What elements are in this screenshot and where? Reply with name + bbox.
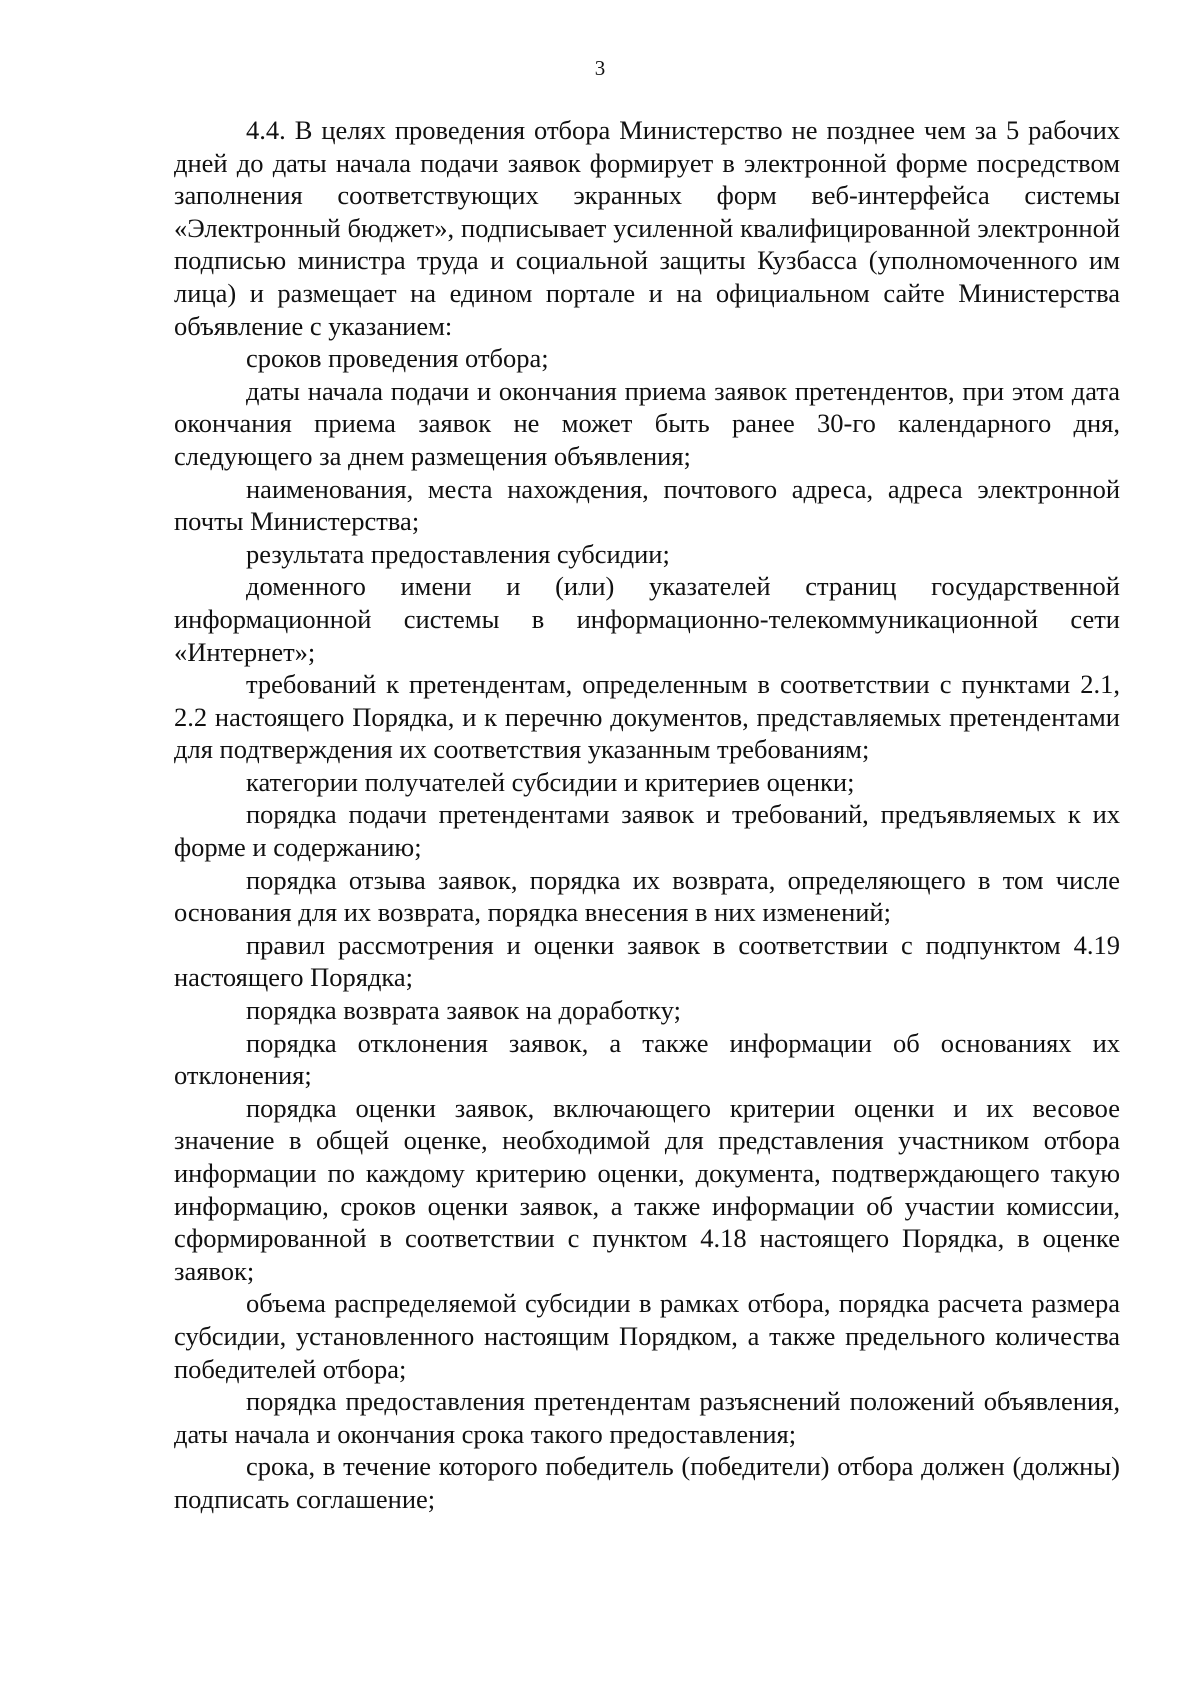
list-item: категории получателей субсидии и критериев оценки;: [246, 766, 855, 797]
list-item: порядка отзыва заявок, порядка их возврата, определяющего в том числе основания для их возврата, порядка внесения в них изменений;: [174, 864, 1120, 928]
list-item: порядка оценки заявок, включающего критерии оценки и их весовое значение в общей оценке, необходимой для представления участником отбора информации по каждому критерию оценки, документа, подтверждающего такую информацию, сроков оценки заявок, а также информации об участии комиссии, сформированной в соответствии с пунктом 4.18 настоящего Порядка, в оценке заявок;: [174, 1092, 1120, 1286]
list-item: порядка возврата заявок на доработку;: [246, 995, 681, 1026]
paragraph-4-4-intro: 4.4. В целях проведения отбора Министерство не позднее чем за 5 рабочих дней до даты начала подачи заявок формирует в электронной форме посредством заполнения соответствующих экранных форм веб-интерфейса системы «Электронный бюджет», подписывает усиленной квалифицированной электронной подписью министра труда и социальной защиты Кузбасса (уполномоченного им лица) и размещает на едином портале и на официальном сайте Министерства объявление с указанием:: [174, 115, 1120, 341]
list-item: порядка отклонения заявок, а также информации об основаниях их отклонения;: [174, 1027, 1120, 1091]
list-item: сроков проведения отбора;: [246, 343, 549, 374]
list-item: результата предоставления субсидии;: [246, 538, 670, 569]
list-item: порядка подачи претендентами заявок и требований, предъявляемых к их форме и содержанию;: [174, 799, 1120, 863]
list-item: правил рассмотрения и оценки заявок в соответствии с подпунктом 4.19 настоящего Порядка;: [174, 929, 1120, 993]
list-item: объема распределяемой субсидии в рамках отбора, порядка расчета размера субсидии, установленного настоящим Порядком, а также предельного количества победителей отбора;: [174, 1288, 1120, 1384]
list-item: требований к претендентам, определенным в соответствии с пунктами 2.1, 2.2 настоящего Порядка, и к перечню документов, представляемых претендентами для подтверждения их соответствия указанным требованиям;: [174, 669, 1120, 765]
list-item: наименования, места нахождения, почтового адреса, адреса электронной почты Министерства;: [174, 473, 1120, 537]
document-body: [174, 114, 1120, 1516]
page-number: 3: [594, 56, 606, 80]
list-item: порядка предоставления претендентам разъяснений положений объявления, даты начала и окончания срока такого предоставления;: [174, 1386, 1120, 1449]
list-item: даты начала подачи и окончания приема заявок претендентов, при этом дата окончания приема заявок не может быть ранее 30-го календарного дня, следующего за днем размещения объявления;: [174, 375, 1120, 471]
list-item: доменного имени и (или) указателей страниц государственной информационной системы в информационно-телекоммуникационной сети «Интернет»;: [174, 571, 1120, 667]
list-item: срока, в течение которого победитель (победители) отбора должен (должны) подписать соглашение;: [174, 1451, 1120, 1514]
